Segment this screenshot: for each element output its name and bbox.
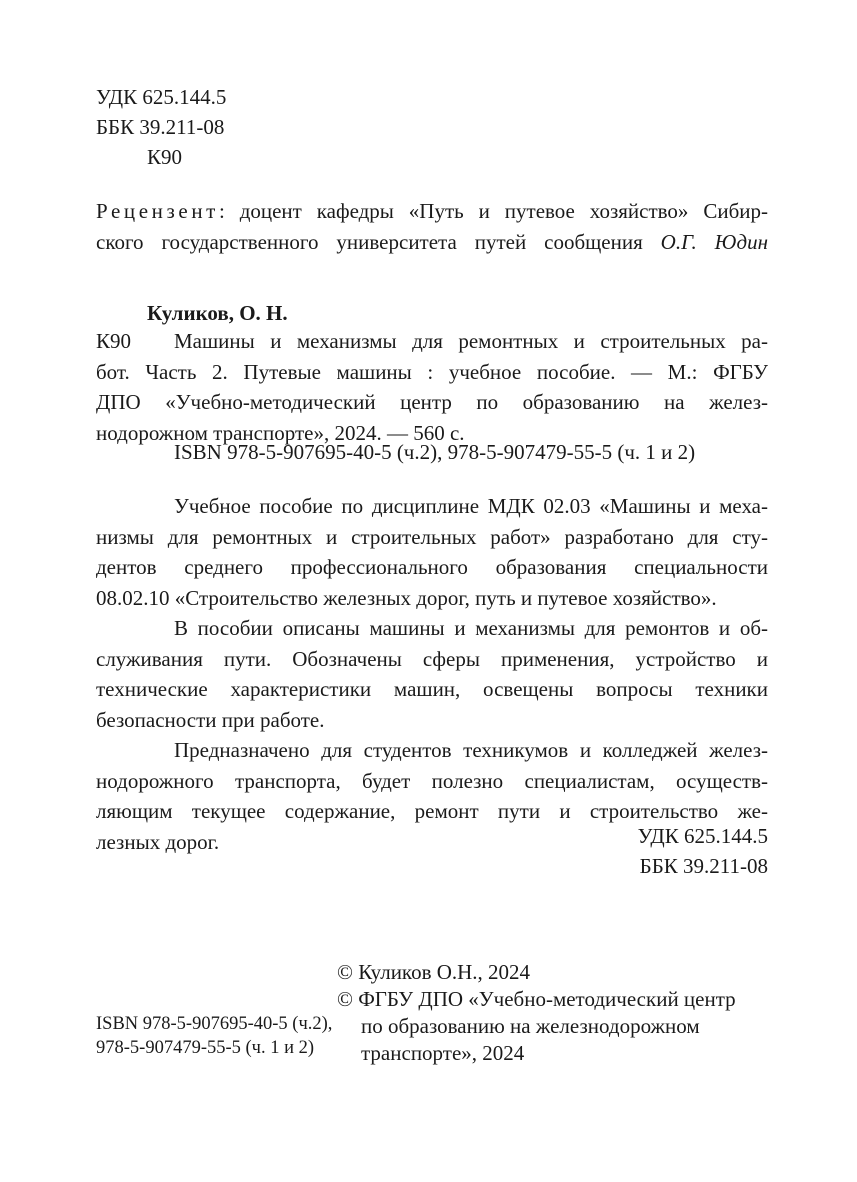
reviewer-label: Рецензент [96, 199, 219, 223]
biblio-author: Куликов, О. Н. [147, 301, 288, 325]
isbn-line-1: ISBN 978-5-907695-40-5 (ч.2), [96, 1014, 333, 1034]
abstract-p3-line: нодорожного транспорта, будет полезно специалистам, осуществ- [96, 768, 768, 793]
reviewer-name: О.Г. Юдин [660, 229, 768, 254]
abstract-p1-line: Учебное пособие по дисциплине МДК 02.03 «Машины и меха- [174, 494, 768, 518]
reviewer-line-1 [96, 196, 768, 227]
abstract-p2-line: безопасности при работе. [96, 707, 325, 732]
copyright-publisher-line: по образованию на железнодорожном [361, 1014, 700, 1038]
biblio-line: бот. Часть 2. Путевые машины : учебное пособие. — М.: ФГБУ [96, 359, 768, 384]
abstract-p2-line: технические характеристики машин, освещены вопросы техники [96, 677, 768, 701]
copyright-publisher-line: транспорте», 2024 [361, 1041, 525, 1065]
header-author-code: К90 [147, 145, 183, 169]
abstract-p2-line: В пособии описаны машины и механизмы для ремонтов и об- [174, 616, 768, 640]
copyright-publisher-line: © ФГБУ ДПО «Учебно-методический центр [337, 987, 736, 1011]
abstract-p3-line: Предназначено для студентов техникумов и колледжей желез- [174, 738, 768, 762]
reviewer-line-2 [96, 227, 768, 258]
abstract-p3-line: лезных дорог. [96, 829, 220, 854]
abstract-p1-line: дентов среднего профессионального образования специальности [96, 555, 768, 579]
abstract-p2-line: служивания пути. Обозначены сферы применения, устройство и [96, 646, 768, 671]
biblio-line: ДПО «Учебно-методический центр по образованию на желез- [96, 390, 768, 414]
footer-udk: УДК 625.144.5 [637, 824, 768, 848]
reviewer-line2-pre: ского государственного университета путей сообщения [96, 229, 661, 254]
abstract-p1-line: низмы для ремонтных и строительных работ» разработано для сту- [96, 524, 768, 549]
biblio-description [96, 326, 768, 448]
header-bbk: ББК 39.211-08 [96, 115, 225, 139]
abstract-p1-line: 08.02.10 «Строительство железных дорог, путь и путевое хозяйство». [96, 585, 717, 610]
biblio-code: К90 [96, 329, 132, 353]
biblio-isbn: ISBN 978-5-907695-40-5 (ч.2), 978-5-907479-55-5 (ч. 1 и 2) [174, 440, 696, 464]
biblio-line: Машины и механизмы для ремонтных и строительных ра- [174, 329, 768, 353]
reviewer-line1-rest: : доцент кафедры «Путь и путевое хозяйство» Сибир- [218, 199, 768, 223]
footer-bbk: ББК 39.211-08 [639, 854, 768, 878]
copyright-author: © Куликов О.Н., 2024 [337, 960, 531, 984]
reviewer-block [96, 196, 768, 257]
biblio-line: нодорожном транспорте», 2024. — 560 с. [96, 420, 465, 445]
isbn-line-2: 978-5-907479-55-5 (ч. 1 и 2) [96, 1038, 315, 1058]
abstract [96, 491, 768, 857]
abstract-p3-line: ляющим текущее содержание, ремонт пути и строительство же- [96, 799, 768, 823]
header-udk: УДК 625.144.5 [96, 85, 227, 109]
